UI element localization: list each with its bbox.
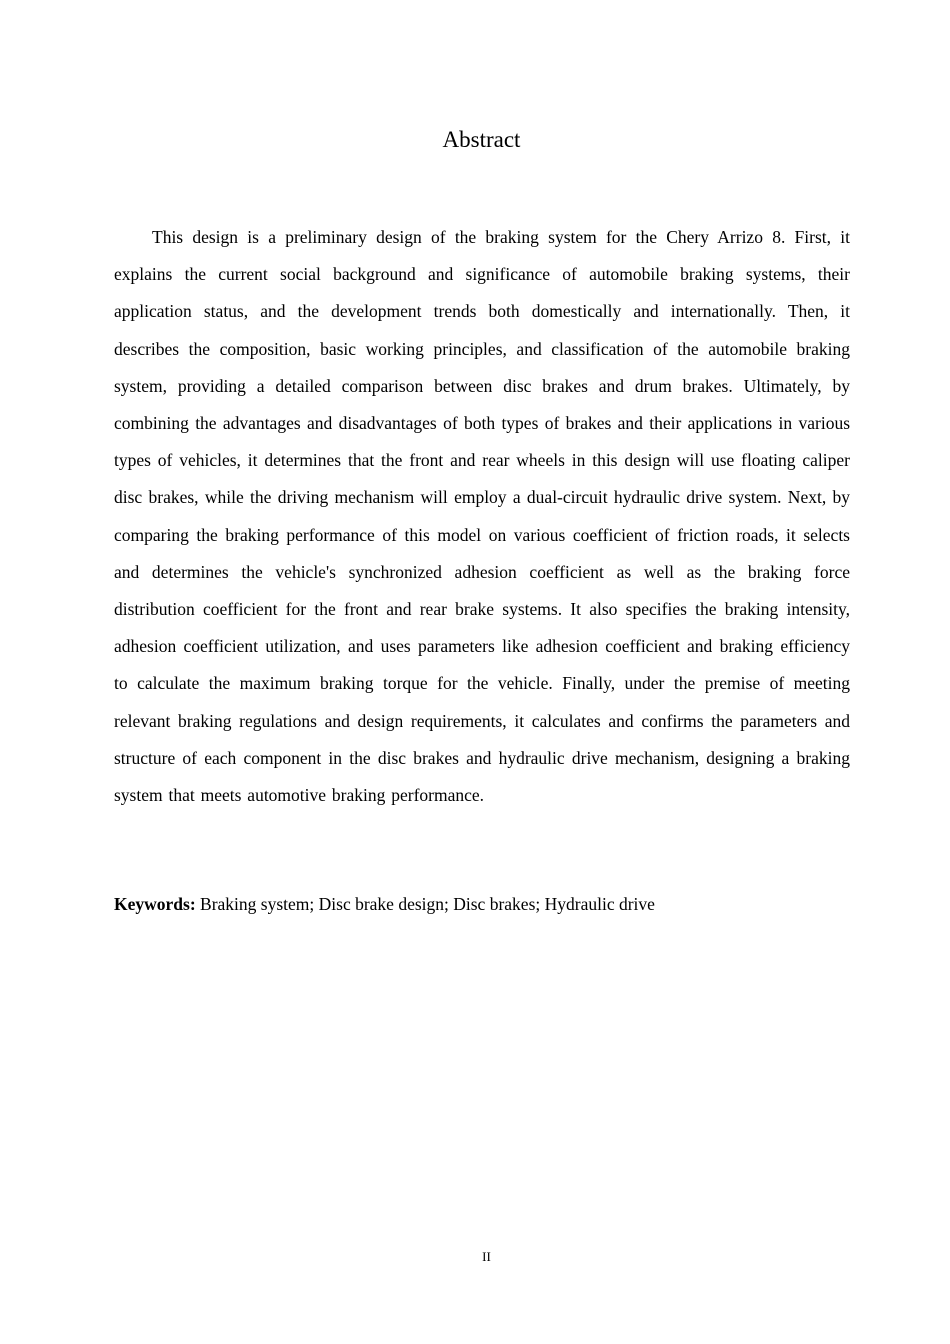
keywords-label: Keywords:	[114, 894, 196, 914]
page-number: II	[482, 1249, 491, 1264]
abstract-body: This design is a preliminary design of the braking system for the Chery Arrizo 8. First, it explains the current social background and significance of automobile braking systems, their application status, and the development trends both domestically and internationally. Then, it describes the composition, basic working principles, and classification of the automobile braking system, providing a detailed comparison between disc brakes and drum brakes. Ultimately, by combining the advantages and disadvantages of both types of brakes and their applications in various types of vehicles, it determines that the front and rear wheels in this design will use floating caliper disc brakes, while the driving mechanism will employ a dual-circuit hydraulic drive system. Next, by comparing the braking performance of this model on various coefficient of friction roads, it selects and determines the vehicle's synchronized adhesion coefficient as well as the braking force distribution coefficient for the front and rear brake systems. It also specifies the braking intensity, adhesion coefficient utilization, and uses parameters like adhesion coefficient and braking efficiency to calculate the maximum braking torque for the vehicle. Finally, under the premise of meeting relevant braking regulations and design requirements, it calculates and confirms the parameters and structure of each component in the disc brakes and hydraulic drive mechanism, designing a braking system that meets automotive braking performance.	[114, 227, 850, 806]
keywords-line	[114, 890, 850, 918]
abstract-title: Abstract	[442, 127, 521, 152]
keywords-text: Braking system; Disc brake design; Disc brakes; Hydraulic drive	[200, 894, 655, 914]
